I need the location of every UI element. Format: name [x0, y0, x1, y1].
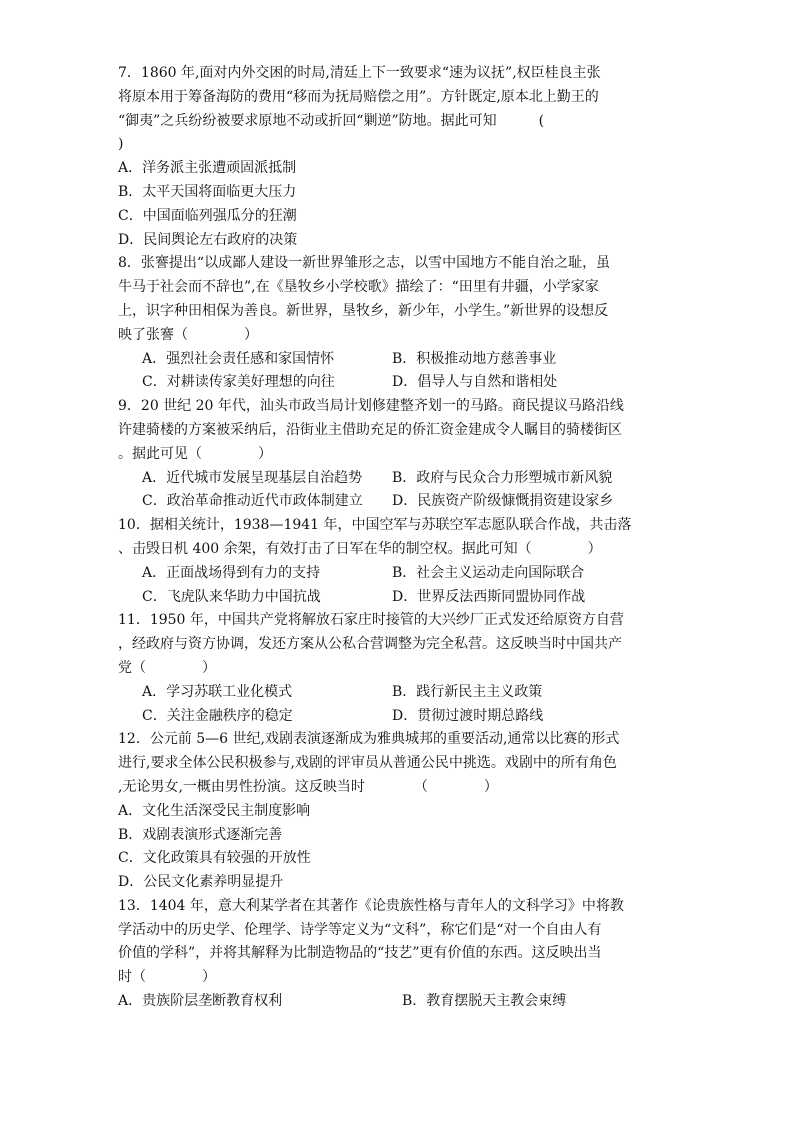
question-stem-line: 8．张謇提出“以成鄙人建设一新世界雏形之志，以雪中国地方不能自治之耻，虽 — [118, 255, 611, 272]
option-row — [118, 990, 678, 1014]
question-stem-line: 。据此可见（ ） — [118, 445, 272, 462]
option-b: B．戏剧表演形式逐渐完善 — [118, 826, 283, 843]
question-stem-line: ，经政府与资方协调，发还方案从公私合营调整为完全私营。这反映当时中国共产 — [118, 636, 622, 653]
option-b: B．社会主义运动走向国际联合 — [392, 564, 585, 581]
option-c: C．文化政策具有较强的开放性 — [118, 850, 311, 867]
question-stem-line: 13．1404 年，意大利某学者在其著作《论贵族性格与青年人的文科学习》中将教 — [118, 897, 624, 914]
question-stem-line: ,无论男女,一概由男性扮演。这反映当时 （ ） — [118, 778, 498, 795]
option-a: A．近代城市发展呈现基层自治趋势 — [142, 469, 363, 486]
option-c: C．飞虎队来华助力中国抗战 — [142, 588, 321, 605]
question-stem-line: 许建骑楼的方案被采纳后，沿街业主借助充足的侨汇资金建成令人瞩目的骑楼街区 — [118, 421, 622, 438]
option-d: D．公民文化素养明显提升 — [118, 874, 284, 891]
question-stem-line: 时（ ） — [118, 969, 216, 986]
option-d: D．民族资产阶级慷慨捐资建设家乡 — [392, 493, 614, 510]
question-13 — [118, 895, 678, 1014]
option-c: C．中国面临列强瓜分的狂潮 — [118, 207, 297, 224]
question-12 — [118, 728, 678, 895]
question-11 — [118, 609, 678, 728]
question-stem-line: 映了张謇（ ） — [118, 326, 258, 343]
option-a: A．正面战场得到有力的支持 — [142, 564, 321, 581]
option-b: B．积极推动地方慈善事业 — [392, 350, 557, 367]
option-a: A．学习苏联工业化模式 — [142, 683, 293, 700]
option-row — [118, 467, 678, 491]
question-stem-line: “御夷”之兵纷纷被要求原地不动或折回“剿逆”防地。据此可知 ( — [118, 112, 545, 129]
question-stem-line: 价值的学科”，并将其解释为比制造物品的“技艺”更有价值的东西。这反映出当 — [118, 945, 602, 962]
question-stem-line: 上，识字种田相保为善良。新世界，垦牧乡，新少年，小学生。”新世界的设想反 — [118, 302, 609, 319]
option-b: B．太平天国将面临更大压力 — [118, 183, 297, 200]
option-d: D．民间舆论左右政府的决策 — [118, 231, 298, 248]
option-row — [118, 371, 678, 395]
option-a: A．洋务派主张遭顽固派抵制 — [118, 160, 297, 177]
question-8 — [118, 252, 678, 395]
option-row — [118, 705, 678, 729]
question-stem-line: 9．20 世纪 20 年代，汕头市政当局计划修建整齐划一的马路。商民提议马路沿线 — [118, 398, 624, 415]
option-c: C．对耕读传家美好理想的向往 — [142, 374, 335, 391]
question-9 — [118, 395, 678, 514]
exam-page — [118, 62, 678, 1014]
question-10 — [118, 514, 678, 609]
option-d: D．贯彻过渡时期总路线 — [392, 707, 544, 724]
question-stem-line: 将原本用于筹备海防的费用“移而为抚局赔偿之用”。方针既定,原本北上勤王的 — [118, 88, 599, 105]
option-row — [118, 490, 678, 514]
option-c: C．政治革命推动近代市政体制建立 — [142, 493, 363, 510]
question-stem-line: 12．公元前 5—6 世纪,戏剧表演逐渐成为雅典城邦的重要活动,通常以比赛的形式 — [118, 731, 620, 748]
question-stem-line: ) — [118, 136, 124, 153]
option-row — [118, 681, 678, 705]
option-row — [118, 348, 678, 372]
option-b: B．教育摆脱天主教会束缚 — [402, 993, 567, 1010]
question-7 — [118, 62, 678, 252]
question-stem-line: 10．据相关统计，1938—1941 年，中国空军与苏联空军志愿队联合作战，共击落 — [118, 517, 632, 534]
question-stem-line: 进行,要求全体公民积极参与,戏剧的评审员从普通公民中挑选。戏剧中的所有角色 — [118, 755, 617, 772]
question-stem-line: 7．1860 年,面对内外交困的时局,清廷上下一致要求“速为议抚”,权臣桂良主张 — [118, 65, 601, 81]
question-stem-line: 11．1950 年，中国共产党将解放石家庄时接管的大兴纱厂正式发还给原资方自营 — [118, 612, 624, 629]
option-b: B．政府与民众合力形塑城市新风貌 — [392, 469, 613, 486]
option-d: D．倡导人与自然和谐相处 — [392, 374, 558, 391]
option-row — [118, 562, 678, 586]
option-a: A．贵族阶层垄断教育权利 — [118, 993, 283, 1010]
option-c: C．关注金融秩序的稳定 — [142, 707, 293, 724]
option-row — [118, 586, 678, 610]
option-b: B．践行新民主主义政策 — [392, 683, 543, 700]
question-stem-line: 学活动中的历史学、伦理学、诗学等定义为“文科”，称它们是“对一个自由人有 — [118, 921, 602, 938]
question-stem-line: 、击毁日机 400 余架，有效打击了日军在华的制空权。据此可知（ ） — [118, 540, 602, 557]
option-a: A．强烈社会责任感和家国情怀 — [142, 350, 335, 367]
option-d: D．世界反法西斯同盟协同作战 — [392, 588, 586, 605]
option-a: A．文化生活深受民主制度影响 — [118, 802, 311, 819]
question-stem-line: 党（ ） — [118, 659, 216, 676]
question-stem-line: 牛马于社会而不辞也”,在《垦牧乡小学校歌》描绘了：“田里有井疆，小学家家 — [118, 279, 599, 296]
